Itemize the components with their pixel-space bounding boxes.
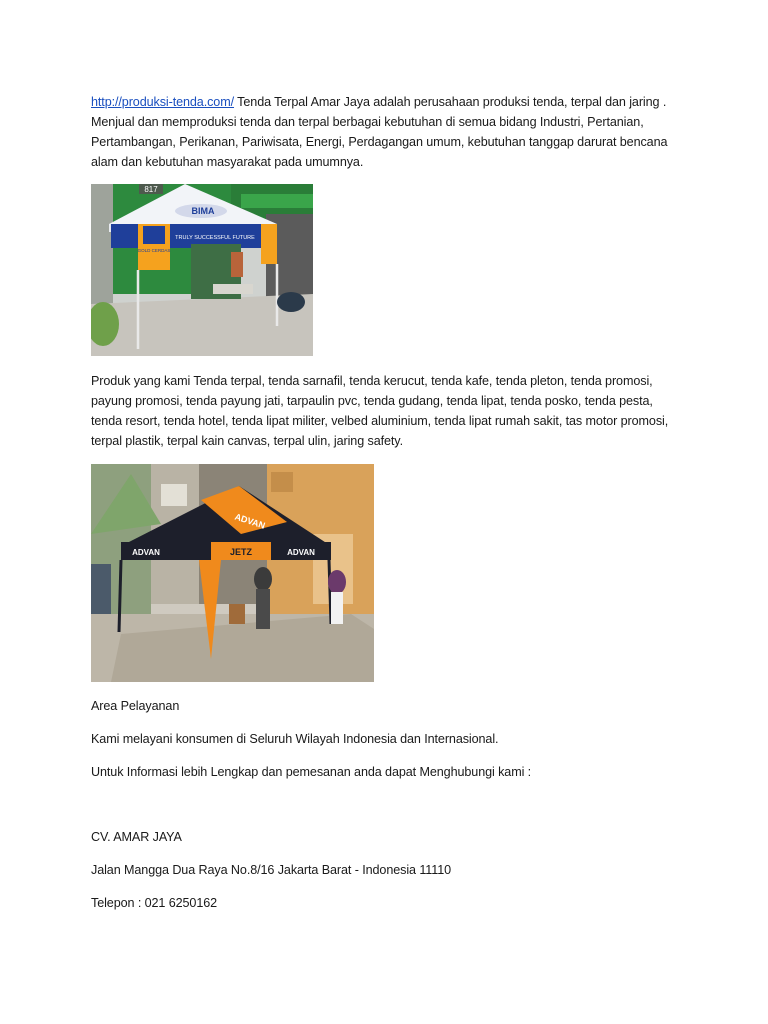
canopy-brand-text: ADVAN [233, 511, 267, 531]
building-number-sign: 817 [144, 185, 158, 194]
valance-brand-text-right: ADVAN [287, 548, 315, 557]
service-heading: Area Pelayanan [91, 699, 180, 713]
company-address: Jalan Mangga Dua Raya No.8/16 Jakarta Barat - Indonesia 11110 [91, 863, 452, 877]
intro-paragraph [91, 92, 671, 172]
advan-tent-photo [91, 464, 374, 682]
service-line-2: Untuk Informasi lebih Lengkap dan pemesanan anda dapat Menghubungi kami : [91, 765, 532, 779]
website-link[interactable]: http://produksi-tenda.com/ [91, 95, 235, 109]
products-paragraph: Produk yang kami Tenda terpal, tenda sarnafil, tenda kerucut, tenda kafe, tenda pleton, tenda promosi, payung promosi, tenda payung jati, tarpaulin pvc, tenda gudang, tenda lipat, tenda posko, tenda pesta, tenda resort, tenda hotel, tenda lipat militer, velbed aluminium, tenda lipat rumah sakit, tas motor promosi, terpal plastik, terpal kain canvas, terpal ulin, jaring safety. [91, 374, 669, 448]
service-line-1: Kami melayani konsumen di Seluruh Wilayah Indonesia dan Internasional. [91, 732, 499, 746]
person-right [328, 570, 346, 594]
bima-tent-photo [91, 184, 313, 356]
intro-text: Tenda Terpal Amar Jaya adalah perusahaan produksi tenda, terpal dan jaring . Menjual dan memproduksi tenda dan terpal berbagai kebutuhan di semua bidang Industri, Pertanian, Pertambangan, Perikanan, Pariwisata, Energi, Perdagangan umum, kebutuhan tanggap darurat bencana alam dan kebutuhan masyarakat pada umumnya. [91, 95, 668, 169]
flag-text: GOLD CERDAS [137, 248, 171, 253]
person-left [254, 567, 272, 591]
company-name: CV. AMAR JAYA [91, 830, 182, 844]
company-phone: Telepon : 021 6250162 [91, 896, 218, 910]
valance-brand-text: ADVAN [132, 548, 160, 557]
band-tagline-text: TRULY SUCCESSFUL FUTURE [175, 235, 255, 241]
tent-pole-right [329, 560, 331, 624]
valance-series-text: JETZ [229, 547, 253, 557]
tent-pole-left [119, 560, 121, 632]
canopy-brand-text: BIMA [191, 206, 215, 216]
